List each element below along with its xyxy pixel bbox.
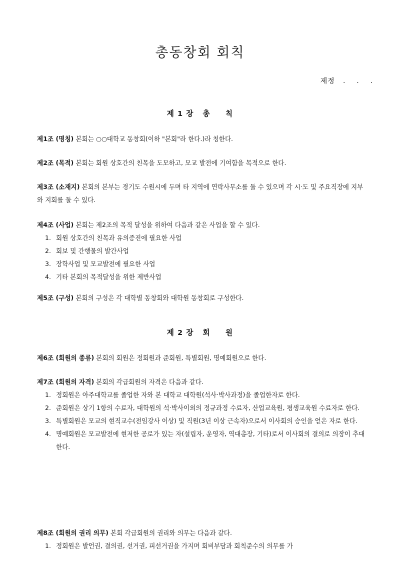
list-item: 3. 특별회원은 모교의 현직교수(전임강사 이상) 및 직원(3년 이상 근속자)으로서 이사회의 승인을 얻은 자로 한다. — [45, 418, 358, 425]
article-3-heading: 제3조 (소재지) — [37, 184, 80, 191]
article-7-items — [37, 389, 369, 454]
article-6-heading: 제6조 (회원의 종류) — [37, 355, 95, 362]
list-item: 2. 회보 및 간행물의 발간사업 — [45, 248, 129, 255]
article-4 — [37, 219, 369, 284]
list-item: 4. 기타 본회의 목적달성을 위한 제반사업 — [45, 274, 162, 281]
article-1-text: 본회는 ○○대학교 동창회(이하 "본회"라 한다.)라 칭한다. — [75, 136, 234, 143]
article-4-text: 본회는 제2조의 목적 달성을 위하여 다음과 같은 사업을 할 수 있다. — [75, 222, 260, 229]
article-4-heading: 제4조 (사업) — [37, 222, 74, 229]
enactment-date: 제정 . . . — [320, 77, 373, 85]
list-item: 1. 정회원은 발언권, 결의권, 선거권, 피선거권을 가지며 회비부담과 회칙준수의 의무를 가 — [45, 543, 293, 550]
article-8-heading: 제8조 (회원의 권리 의무) — [37, 530, 109, 537]
article-8 — [37, 527, 369, 553]
chapter-2-heading: 제 2 장 회 원 — [166, 328, 234, 337]
chapter-1-heading: 제 1 장 총 칙 — [166, 109, 234, 118]
article-2-heading: 제2조 (목적) — [37, 160, 74, 167]
list-item: 4. 명예회원은 모교발전에 현저한 공로가 있는 자(설립자, 운영자, 역대총장, 기타)로서 이사회의 결의로 의장이 추대한다. — [45, 431, 365, 451]
document-title: 총동창회 회칙 — [155, 45, 245, 61]
article-7 — [37, 376, 369, 454]
article-1-heading: 제1조 (명칭) — [37, 136, 74, 143]
article-7-text: 본회의 각급회원의 자격은 다음과 같다. — [96, 379, 204, 386]
article-5 — [37, 292, 369, 305]
article-5-heading: 제5조 (구성) — [37, 295, 74, 302]
article-3-text: 본회의 본부는 경기도 수원시에 두며 타 지역에 연락사무소를 둘 수 있으며 각 시·도 및 주요직장에 지부와 지회를 둘 수 있다. — [37, 184, 364, 204]
article-2-text: 본회는 회원 상호간의 친목을 도모하고, 모교 발전에 기여함을 목적으로 한다. — [75, 160, 287, 167]
article-5-text: 본회의 구성은 각 대학별 동창회와 대학원 동창회로 구성한다. — [75, 295, 244, 302]
article-3 — [37, 181, 369, 207]
article-4-items — [37, 232, 369, 284]
article-8-text: 본회 각급회원의 권리와 의무는 다음과 같다. — [110, 530, 232, 537]
list-item: 2. 준회원은 상기 1항의 수료자, 대학원의 석·박사이외의 정규과정 수료자, 산업교육원, 평생교육원 수료자로 한다. — [45, 405, 360, 412]
article-6 — [37, 352, 369, 365]
list-item: 3. 장학사업 및 모교발전에 필요한 사업 — [45, 261, 156, 268]
article-7-heading: 제7조 (회원의 자격) — [37, 379, 95, 386]
article-6-text: 본회의 회원은 정회원과 준회원, 특별회원, 명예회원으로 한다. — [96, 355, 267, 362]
article-8-items — [37, 540, 369, 553]
article-2 — [37, 157, 369, 170]
article-1 — [37, 133, 369, 146]
list-item: 1. 회원 상호간의 친목과 유의증진에 필요한 사업 — [45, 235, 182, 242]
list-item: 1. 정회원은 아주대학교를 졸업한 자와 본 대학교 대학원(석사·박사과정)을 졸업한자로 한다. — [45, 392, 300, 399]
